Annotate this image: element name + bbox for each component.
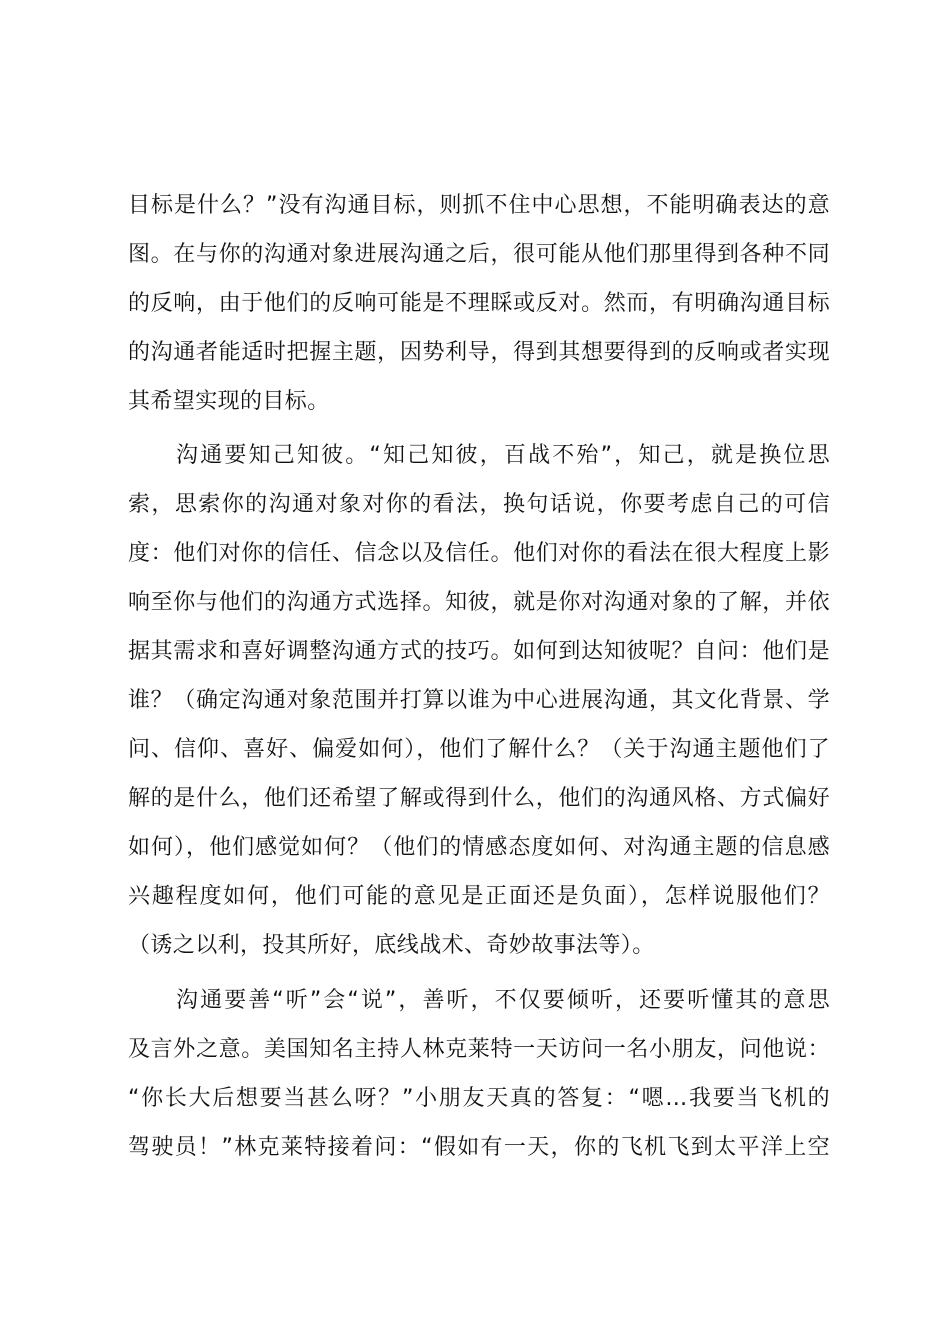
paragraph-line: 目标是什么？”没有沟通目标，则抓不住中心思想，不能明确表达的意 bbox=[128, 193, 830, 218]
paragraph-line: 沟通要知己知彼。“知己知彼，百战不殆”，知己，就是换位思 bbox=[176, 443, 830, 468]
paragraph-2 bbox=[128, 431, 830, 970]
paragraph-line: 度：他们对你的信任、信念以及信任。他们对你的看法在很大程度上影 bbox=[128, 541, 830, 566]
paragraph-line: 及言外之意。美国知名主持人林克莱特一天访问一名小朋友，问他说： bbox=[128, 1037, 830, 1062]
paragraph-line: 其希望实现的目标。 bbox=[128, 389, 330, 414]
paragraph-3 bbox=[128, 976, 830, 1172]
paragraph-line: 驾驶员！”林克莱特接着问：“假如有一天，你的飞机飞到太平洋上空 bbox=[128, 1135, 830, 1160]
paragraph-line: 谁？（确定沟通对象范围并打算以谁为中心进展沟通，其文化背景、学 bbox=[128, 688, 830, 713]
paragraph-line: 索，思索你的沟通对象对你的看法，换句话说，你要考虑自己的可信 bbox=[128, 492, 830, 517]
paragraph-line: 响至你与他们的沟通方式选择。知彼，就是你对沟通对象的了解，并依 bbox=[128, 590, 830, 615]
paragraph-line: 问、信仰、喜好、偏爱如何），他们了解什么？（关于沟通主题他们了 bbox=[128, 737, 830, 762]
paragraph-line: 沟通要善“听”会“说”，善听，不仅要倾听，还要听懂其的意思 bbox=[176, 988, 830, 1013]
paragraph-line: 据其需求和喜好调整沟通方式的技巧。如何到达知彼呢？自问：他们是 bbox=[128, 639, 830, 664]
paragraph-line: 的反响，由于他们的反响可能是不理睬或反对。然而，有明确沟通目标 bbox=[128, 291, 830, 316]
paragraph-line: “你长大后想要当甚么呀？”小朋友天真的答复：“嗯…我要当飞机的 bbox=[128, 1086, 830, 1111]
paragraph-line: 的沟通者能适时把握主题，因势利导，得到其想要得到的反响或者实现 bbox=[128, 340, 830, 365]
paragraph-line: 解的是什么，他们还希望了解或得到什么，他们的沟通风格、方式偏好 bbox=[128, 786, 830, 811]
paragraph-1 bbox=[128, 181, 830, 426]
paragraph-line: 兴趣程度如何，他们可能的意见是正面还是负面），怎样说服他们？ bbox=[128, 884, 830, 909]
paragraph-line: 如何），他们感觉如何？（他们的情感态度如何、对沟通主题的信息感 bbox=[128, 835, 830, 860]
paragraph-line: 图。在与你的沟通对象进展沟通之后，很可能从他们那里得到各种不同 bbox=[128, 242, 830, 267]
paragraph-line: （诱之以利，投其所好，底线战术、奇妙故事法等）。 bbox=[128, 933, 655, 958]
